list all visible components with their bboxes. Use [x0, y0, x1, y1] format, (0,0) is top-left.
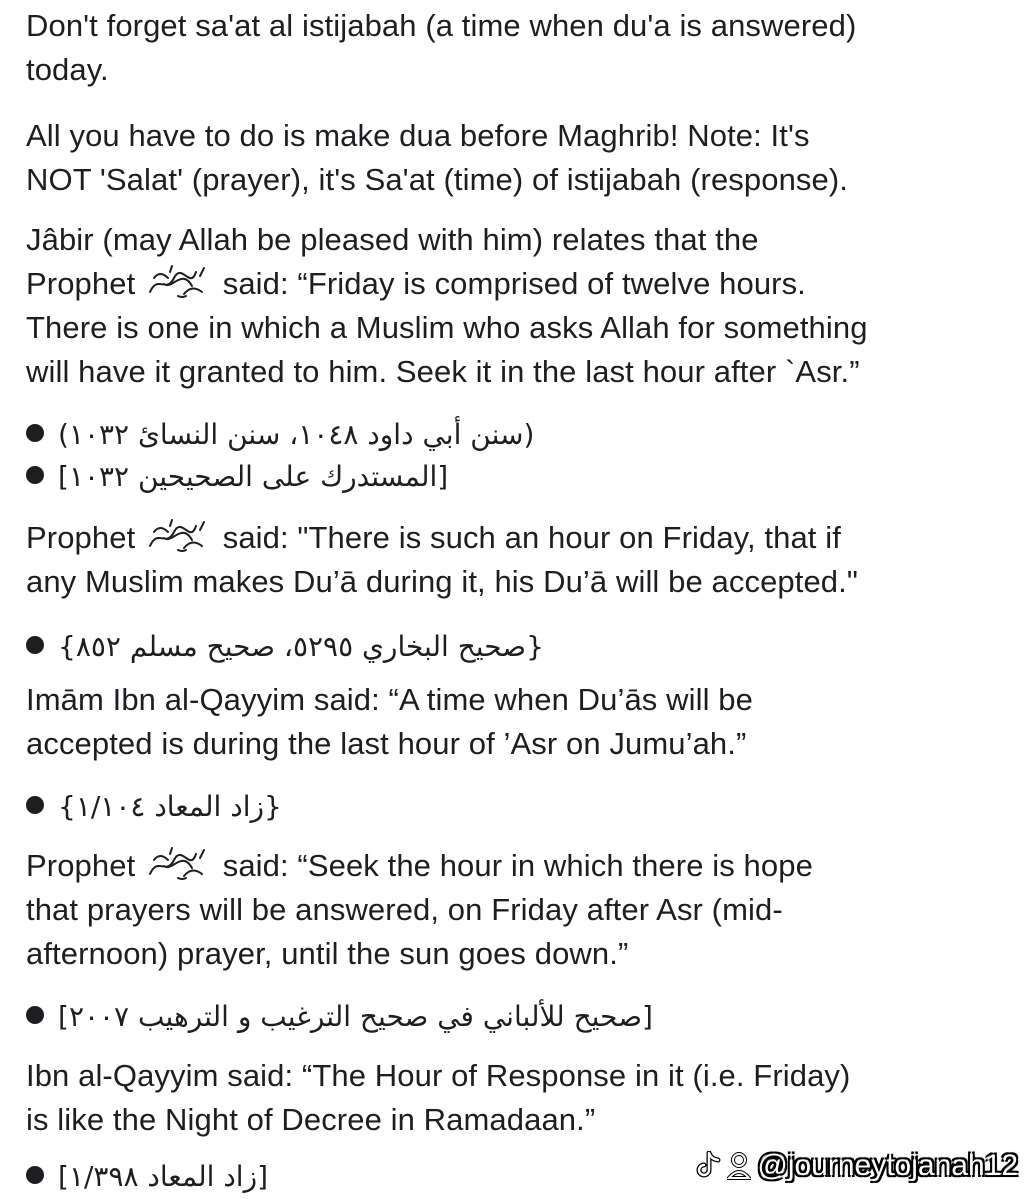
text-fragment: said: “Friday is comprised of twelve hours.	[222, 266, 806, 301]
watermark-handle: @journeytojanah12	[757, 1149, 1018, 1182]
text-line: Ibn al-Qayyim said: “The Hour of Response in it (i.e. Friday)	[26, 1058, 851, 1093]
reference-line	[26, 786, 766, 827]
bullet-icon	[26, 1006, 44, 1024]
text-line: NOT 'Salat' (prayer), it's Sa'at (time) of istijabah (response).	[26, 162, 848, 197]
reference-text: {صحيح البخاري ٥٢٩٥، صحيح مسلم ٨٥٢}	[58, 630, 544, 663]
paragraph-reminder	[26, 4, 1016, 92]
paragraph-ibn-qayyim-2	[26, 1054, 1016, 1142]
text-line: any Muslim makes Du’ā during it, his Du’ā will be accepted."	[26, 564, 858, 599]
reference-line	[26, 996, 766, 1037]
text-fragment: said: "There is such an hour on Friday, that if	[222, 520, 841, 555]
reference-text: [صحيح للألباني في صحيح الترغيب و الترهيب ٢٠٠٧]	[58, 1000, 653, 1033]
reference-text: [المستدرك على الصحيحين ١٠٣٢]	[58, 460, 449, 493]
text-fragment: Prophet	[26, 520, 136, 555]
paragraph-friday-hour	[26, 516, 1016, 604]
reference-line	[26, 1156, 766, 1197]
reference-line	[26, 456, 766, 497]
reference-line	[26, 414, 766, 455]
text-fragment: said: “Seek the hour in which there is hope	[222, 848, 813, 883]
reference-line	[26, 626, 766, 667]
text-fragment: Prophet	[26, 848, 136, 883]
bullet-icon	[26, 796, 44, 814]
text-line: will have it granted to him. Seek it in the last hour after `Asr.”	[26, 354, 860, 389]
paragraph-jabir-hadith	[26, 218, 1016, 394]
text-line: accepted is during the last hour of ’Asr on Jumu’ah.”	[26, 726, 747, 761]
bullet-icon	[26, 636, 44, 654]
text-line: afternoon) prayer, until the sun goes down.”	[26, 936, 629, 971]
salallahu-alayhi-wasallam-calligraphy-icon	[144, 518, 214, 554]
paragraph-note	[26, 114, 1016, 202]
text-line	[26, 516, 1016, 560]
text-line: today.	[26, 52, 109, 87]
text-line	[26, 844, 1016, 888]
salallahu-alayhi-wasallam-calligraphy-icon	[144, 846, 214, 882]
reference-text: [زاد المعاد ١/٣٩٨]	[58, 1160, 269, 1193]
salallahu-alayhi-wasallam-calligraphy-icon	[144, 264, 214, 300]
bullet-icon	[26, 466, 44, 484]
user-icon	[727, 1151, 751, 1181]
text-fragment: Prophet	[26, 266, 136, 301]
text-line: There is one in which a Muslim who asks Allah for something	[26, 310, 868, 345]
text-line: Don't forget sa'at al istijabah (a time when du'a is answered)	[26, 8, 857, 43]
bullet-icon	[26, 424, 44, 442]
text-line: Jâbir (may Allah be pleased with him) relates that the	[26, 222, 759, 257]
paragraph-ibn-qayyim-1	[26, 678, 1016, 766]
reference-text: (سنن أبي داود ١٠٤٨، سنن النسائ ١٠٣٢)	[58, 418, 535, 451]
text-line: that prayers will be answered, on Friday after Asr (mid-	[26, 892, 783, 927]
reference-text: {زاد المعاد ١/١٠٤}	[58, 790, 282, 823]
tiktok-icon	[695, 1151, 721, 1181]
text-line	[26, 262, 1016, 306]
paragraph-seek-hour	[26, 844, 1016, 976]
bullet-icon	[26, 1166, 44, 1184]
text-line: is like the Night of Decree in Ramadaan.”	[26, 1102, 596, 1137]
text-line: All you have to do is make dua before Maghrib! Note: It's	[26, 118, 810, 153]
text-line: Imām Ibn al-Qayyim said: “A time when Du’ās will be	[26, 682, 753, 717]
tiktok-watermark	[695, 1149, 1018, 1183]
